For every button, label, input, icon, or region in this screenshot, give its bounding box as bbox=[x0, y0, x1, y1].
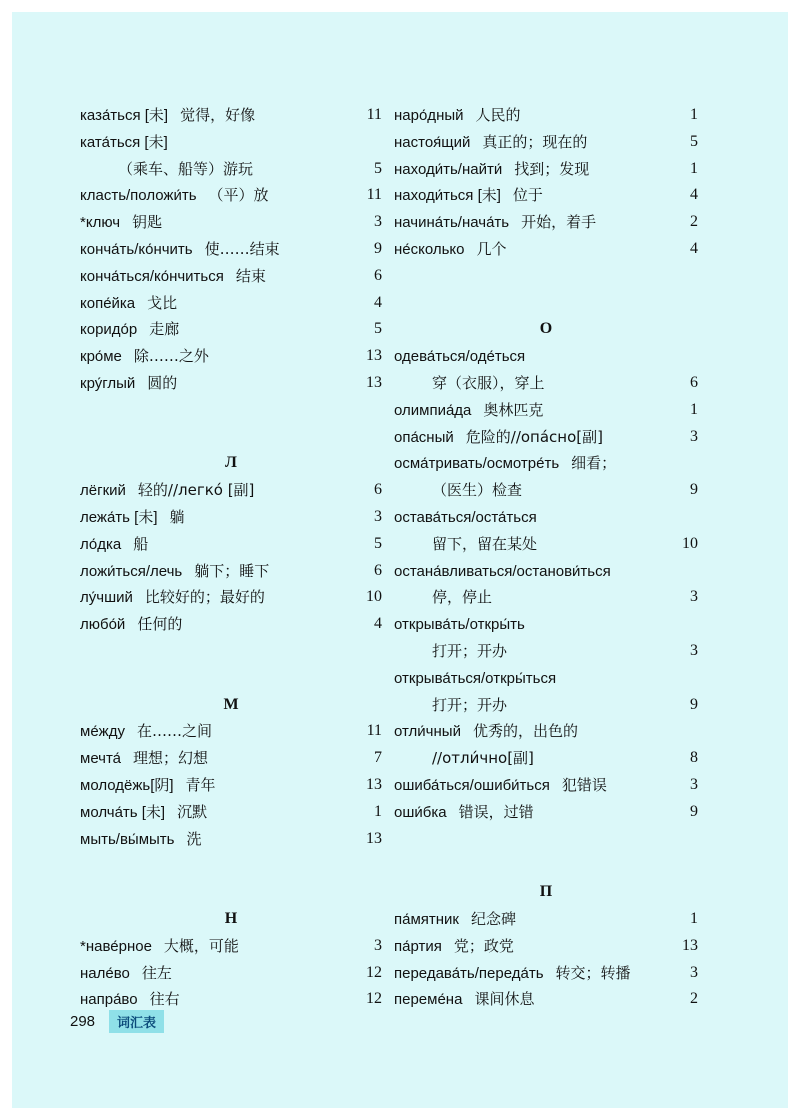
entry-gloss: 奥林匹克 bbox=[483, 400, 544, 419]
vocab-entry bbox=[80, 718, 382, 745]
vocab-entry bbox=[394, 182, 698, 209]
section-spacer bbox=[80, 397, 382, 451]
entry-term: ошиба́ться/ошиби́ться bbox=[394, 776, 550, 794]
entry-lesson-number: 3 bbox=[690, 641, 698, 659]
entry-term: лу́чший bbox=[80, 589, 133, 607]
entry-gloss: 在……之间 bbox=[136, 722, 212, 741]
entry-gloss: 青年 bbox=[185, 775, 216, 794]
entry-term: отли́чный bbox=[394, 723, 461, 741]
entry-gloss: 优秀的，出色的 bbox=[472, 722, 578, 741]
vocab-entry bbox=[394, 960, 698, 987]
entry-term: конча́ть/ко́нчить bbox=[80, 240, 193, 258]
entry-gloss: 党；政党 bbox=[453, 936, 514, 955]
entry-gloss: 转交；转播 bbox=[555, 963, 631, 982]
entry-lesson-number: 10 bbox=[682, 534, 698, 552]
vocab-entry bbox=[394, 504, 698, 531]
section-label: 词汇表 bbox=[109, 1010, 164, 1033]
entry-lesson-number: 9 bbox=[690, 481, 698, 499]
entry-gloss: //отли́чно[副] bbox=[432, 749, 534, 768]
entry-lesson-number: 11 bbox=[366, 106, 382, 123]
right-column bbox=[394, 102, 698, 1013]
entry-gloss: 细看； bbox=[571, 454, 617, 473]
entry-lesson-number: 13 bbox=[682, 936, 698, 954]
vocab-entry bbox=[394, 665, 698, 692]
entry-gloss: 轻的//легко́ [副] bbox=[137, 481, 255, 500]
entry-lesson-number: 5 bbox=[374, 534, 382, 552]
vocab-entry-continuation bbox=[394, 531, 698, 558]
entry-gloss: 真正的；现在的 bbox=[482, 132, 588, 151]
entry-gloss: 理想；幻想 bbox=[133, 749, 209, 768]
entry-gloss: 人民的 bbox=[475, 106, 521, 124]
entry-term: молодёжь[阴] bbox=[80, 776, 174, 794]
vocab-entry bbox=[80, 182, 382, 209]
entry-term: молча́ть [未] bbox=[80, 803, 166, 821]
entry-gloss: 往左 bbox=[141, 963, 172, 982]
entry-term: находи́ть/найти́ bbox=[394, 160, 503, 178]
vocab-entry bbox=[394, 611, 698, 638]
vocab-entry bbox=[80, 477, 382, 504]
vocab-entry bbox=[394, 156, 698, 183]
vocab-entry bbox=[394, 129, 698, 156]
entry-term: открыва́ть/откры́ть bbox=[394, 616, 525, 634]
entry-gloss: 课间休息 bbox=[474, 990, 535, 1009]
vocab-entry bbox=[80, 102, 382, 129]
vocab-entry bbox=[80, 263, 382, 290]
entry-lesson-number: 6 bbox=[374, 481, 382, 499]
entry-term: кру́глый bbox=[80, 374, 136, 392]
vocab-entry bbox=[80, 370, 382, 397]
entry-gloss: 洗 bbox=[186, 829, 202, 848]
vocab-entry-continuation bbox=[394, 370, 698, 397]
vocab-entry bbox=[80, 129, 382, 156]
entry-lesson-number: 1 bbox=[690, 400, 698, 418]
vocab-entry-continuation bbox=[394, 638, 698, 665]
entry-term: находи́ться [未] bbox=[394, 187, 501, 205]
vocab-entry bbox=[394, 799, 698, 826]
entry-lesson-number: 12 bbox=[366, 963, 382, 981]
entry-gloss: 错误，过错 bbox=[458, 802, 534, 821]
entry-term: остана́вливаться/останови́ться bbox=[394, 562, 611, 580]
letter-heading: Н bbox=[224, 909, 238, 927]
vocab-entry-continuation bbox=[394, 477, 698, 504]
entry-gloss: 除……之外 bbox=[133, 347, 209, 366]
entry-term: класть/положи́ть bbox=[80, 187, 197, 205]
vocab-entry bbox=[80, 316, 382, 343]
entry-term: передава́ть/переда́ть bbox=[394, 964, 544, 982]
vocab-entry bbox=[394, 343, 698, 370]
entry-term: ката́ться [未] bbox=[80, 133, 168, 151]
section-spacer bbox=[80, 852, 382, 906]
entry-term: опа́сный bbox=[394, 428, 454, 446]
entry-lesson-number: 3 bbox=[690, 427, 698, 445]
entry-gloss: 沉默 bbox=[177, 802, 208, 821]
entry-term: напра́во bbox=[80, 991, 138, 1009]
entry-term: настоя́щий bbox=[394, 133, 471, 151]
entry-gloss: 停，停止 bbox=[432, 588, 493, 607]
entry-gloss: 打开；开办 bbox=[432, 641, 508, 660]
vocab-entry bbox=[80, 584, 382, 611]
entry-term: любо́й bbox=[80, 616, 126, 634]
entry-lesson-number: 3 bbox=[374, 213, 382, 231]
entry-gloss: 位于 bbox=[512, 186, 543, 205]
entry-lesson-number: 9 bbox=[690, 802, 698, 820]
vocab-entry bbox=[394, 986, 698, 1013]
entry-term: нале́во bbox=[80, 964, 130, 982]
entry-term: копе́йка bbox=[80, 294, 136, 312]
letter-heading: Л bbox=[225, 454, 237, 472]
vocab-entry bbox=[80, 531, 382, 558]
entry-gloss: 躺 bbox=[169, 507, 185, 526]
vocab-entry bbox=[394, 772, 698, 799]
entry-gloss: 危险的//опа́сно[副] bbox=[465, 427, 603, 446]
entry-term: мыть/вы́мыть bbox=[80, 830, 175, 848]
vocab-entry bbox=[80, 343, 382, 370]
entry-term: па́ртия bbox=[394, 937, 442, 955]
entry-gloss: 躺下；睡下 bbox=[194, 561, 270, 580]
entry-term: одева́ться/оде́ться bbox=[394, 348, 526, 366]
vocab-entry bbox=[80, 290, 382, 317]
entry-lesson-number: 4 bbox=[374, 293, 382, 311]
entry-term: кро́ме bbox=[80, 348, 122, 366]
entry-gloss: （平）放 bbox=[208, 186, 269, 205]
entry-term: олимпиа́да bbox=[394, 401, 472, 419]
entry-lesson-number: 5 bbox=[374, 320, 382, 338]
vocab-entry bbox=[80, 504, 382, 531]
entry-gloss: 穿（衣服），穿上 bbox=[432, 373, 545, 392]
entry-term: *ключ bbox=[80, 214, 121, 232]
entry-lesson-number: 9 bbox=[690, 695, 698, 713]
entry-lesson-number: 5 bbox=[374, 159, 382, 177]
vocab-entry bbox=[80, 611, 382, 638]
entry-lesson-number: 5 bbox=[690, 132, 698, 150]
entry-lesson-number: 13 bbox=[366, 373, 382, 391]
vocab-entry bbox=[80, 933, 382, 960]
entry-lesson-number: 3 bbox=[374, 507, 382, 525]
entry-term: осма́тривать/осмотре́ть bbox=[394, 455, 560, 473]
entry-term: мечта́ bbox=[80, 750, 122, 768]
entry-lesson-number: 4 bbox=[374, 615, 382, 633]
entry-gloss: 找到；发现 bbox=[514, 159, 590, 178]
vocab-entry bbox=[394, 558, 698, 585]
entry-lesson-number: 3 bbox=[374, 936, 382, 954]
entry-term: каза́ться [未] bbox=[80, 107, 169, 124]
entry-lesson-number: 1 bbox=[374, 802, 382, 820]
entry-term: ло́дка bbox=[80, 535, 122, 553]
entry-lesson-number: 4 bbox=[690, 186, 698, 204]
vocab-entry bbox=[394, 906, 698, 933]
entry-term: оши́бка bbox=[394, 803, 447, 821]
section-spacer bbox=[394, 826, 698, 880]
entry-term: наро́дный bbox=[394, 107, 464, 124]
entry-lesson-number: 13 bbox=[366, 347, 382, 365]
entry-term: *наве́рное bbox=[80, 937, 152, 955]
entry-lesson-number: 1 bbox=[690, 106, 698, 123]
vocab-entry bbox=[80, 772, 382, 799]
entry-term: открыва́ться/откры́ться bbox=[394, 669, 557, 687]
vocab-entry bbox=[394, 102, 698, 129]
entry-term: начина́ть/нача́ть bbox=[394, 214, 510, 232]
entry-gloss: 比较好的；最好的 bbox=[144, 588, 265, 607]
entry-gloss: 钥匙 bbox=[132, 213, 163, 232]
entry-gloss: 打开；开办 bbox=[432, 695, 508, 714]
entry-gloss: 大概，可能 bbox=[163, 936, 239, 955]
left-column bbox=[80, 102, 382, 1013]
entry-term: лежа́ть [未] bbox=[80, 508, 158, 526]
entry-lesson-number: 3 bbox=[690, 775, 698, 793]
entry-lesson-number: 1 bbox=[690, 159, 698, 177]
page bbox=[12, 12, 788, 1108]
vocab-entry bbox=[394, 718, 698, 745]
entry-lesson-number: 6 bbox=[690, 373, 698, 391]
entry-gloss: 走廊 bbox=[149, 320, 180, 339]
entry-term: не́сколько bbox=[394, 240, 465, 258]
entry-lesson-number: 11 bbox=[366, 722, 382, 740]
vocab-entry-continuation bbox=[80, 156, 382, 183]
entry-gloss: 留下，留在某处 bbox=[432, 534, 538, 553]
entry-gloss: 开始，着手 bbox=[521, 213, 597, 232]
vocab-entry-continuation bbox=[394, 692, 698, 719]
section-spacer bbox=[394, 263, 698, 317]
entry-gloss: 觉得，好像 bbox=[180, 106, 256, 124]
vocab-entry bbox=[394, 424, 698, 451]
vocab-entry bbox=[394, 397, 698, 424]
entry-lesson-number: 6 bbox=[374, 266, 382, 284]
entry-lesson-number: 2 bbox=[690, 213, 698, 231]
page-number: 298 bbox=[70, 1013, 96, 1030]
entry-term: остава́ться/оста́ться bbox=[394, 508, 537, 526]
entry-gloss: 戈比 bbox=[147, 293, 178, 312]
entry-lesson-number: 6 bbox=[374, 561, 382, 579]
entry-term: лёгкий bbox=[80, 482, 126, 500]
entry-term: ложи́ться/лечь bbox=[80, 562, 183, 580]
vocab-entry bbox=[394, 236, 698, 263]
entry-gloss: 往右 bbox=[149, 990, 180, 1009]
letter-heading: П bbox=[539, 883, 553, 901]
entry-lesson-number: 12 bbox=[366, 990, 382, 1008]
entry-lesson-number: 4 bbox=[690, 239, 698, 257]
entry-lesson-number: 3 bbox=[690, 588, 698, 606]
vocab-entry bbox=[394, 209, 698, 236]
entry-gloss: 使……结束 bbox=[204, 239, 280, 258]
entry-gloss: 犯错误 bbox=[561, 775, 607, 794]
section-spacer bbox=[80, 638, 382, 692]
vocab-entry bbox=[80, 745, 382, 772]
vocab-entry-continuation bbox=[394, 745, 698, 772]
vocab-entry bbox=[80, 960, 382, 987]
letter-heading: М bbox=[223, 695, 239, 713]
entry-lesson-number: 2 bbox=[690, 990, 698, 1008]
vocab-entry bbox=[80, 558, 382, 585]
entry-gloss: 结束 bbox=[235, 266, 266, 285]
entry-gloss: 船 bbox=[133, 534, 149, 553]
entry-term: ме́жду bbox=[80, 723, 125, 741]
entry-lesson-number: 13 bbox=[366, 775, 382, 793]
entry-lesson-number: 7 bbox=[374, 749, 382, 767]
vocab-entry-continuation bbox=[394, 584, 698, 611]
entry-gloss: 圆的 bbox=[147, 373, 178, 392]
entry-term: конча́ться/ко́нчиться bbox=[80, 267, 224, 285]
entry-term: коридо́р bbox=[80, 321, 138, 339]
vocab-entry bbox=[80, 209, 382, 236]
entry-gloss: （医生）检查 bbox=[432, 481, 523, 500]
entry-term: переме́на bbox=[394, 991, 463, 1009]
entry-term: па́мятник bbox=[394, 910, 459, 928]
entry-gloss: 纪念碑 bbox=[471, 909, 517, 928]
vocab-entry bbox=[394, 933, 698, 960]
entry-lesson-number: 1 bbox=[690, 909, 698, 927]
vocab-entry bbox=[394, 450, 698, 477]
entry-lesson-number: 8 bbox=[690, 749, 698, 767]
entry-lesson-number: 13 bbox=[366, 829, 382, 847]
page-footer bbox=[70, 1010, 164, 1033]
vocab-entry bbox=[80, 799, 382, 826]
entry-gloss: 任何的 bbox=[137, 615, 183, 634]
entry-lesson-number: 10 bbox=[366, 588, 382, 606]
entry-gloss: 几个 bbox=[476, 239, 507, 258]
letter-heading: О bbox=[539, 320, 553, 338]
vocab-entry bbox=[80, 236, 382, 263]
entry-lesson-number: 9 bbox=[374, 239, 382, 257]
entry-lesson-number: 3 bbox=[690, 963, 698, 981]
entry-gloss: （乘车、船等）游玩 bbox=[118, 159, 254, 178]
entry-lesson-number: 11 bbox=[366, 186, 382, 204]
vocab-entry bbox=[80, 826, 382, 853]
